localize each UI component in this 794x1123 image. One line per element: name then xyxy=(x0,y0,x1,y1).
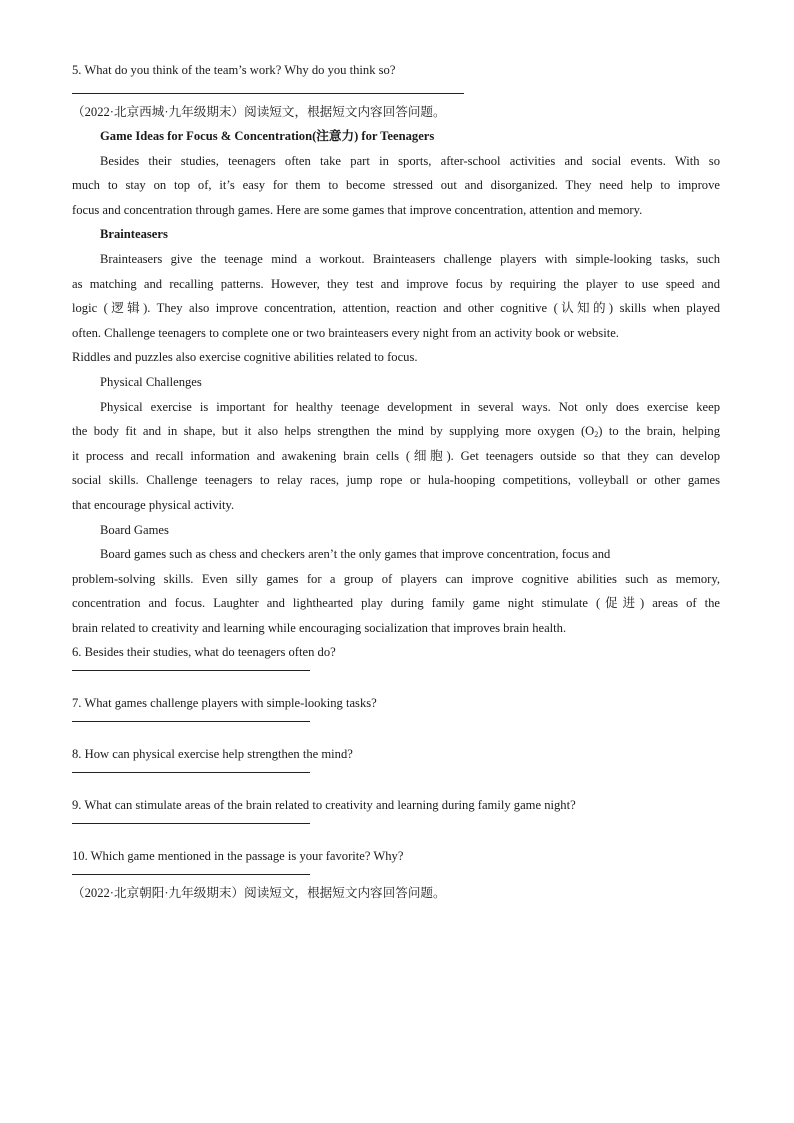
paragraph-line xyxy=(72,419,720,444)
question-8 xyxy=(72,742,720,766)
question-text: How can physical exercise help strengthen the mind? xyxy=(84,747,353,762)
paragraph-line: Riddles and puzzles also exercise cognitive abilities related to focus. xyxy=(72,350,418,365)
paragraph-line: logic (逻辑). They also improve concentration, attention, reaction and other cognitive (认知的) skills when played xyxy=(72,301,720,316)
paragraph-line: that encourage physical activity. xyxy=(72,497,235,512)
question-text: What games challenge players with simple-looking tasks? xyxy=(84,696,377,711)
answer-line[interactable] xyxy=(72,92,464,94)
paragraph-line: concentration and focus. Laughter and lighthearted play during family game night stimulate (促进) areas of the xyxy=(72,596,720,611)
question-number: 8. xyxy=(72,747,82,762)
paragraph-line: problem-solving skills. Even silly games for a group of players can improve cognitive abilities such as memory, xyxy=(72,571,720,586)
answer-line[interactable] xyxy=(72,720,310,722)
question-text: What do you think of the team’s work? Why do you think so? xyxy=(84,63,396,77)
paragraph-line: Besides their studies, teenagers often take part in sports, after-school activities and social events. With so xyxy=(100,153,720,168)
question-number: 10. xyxy=(72,849,88,864)
answer-line[interactable] xyxy=(72,822,310,824)
source-note: （2022·北京西城·九年级期末）阅读短文，根据短文内容回答问题。 xyxy=(72,105,446,119)
question-text: What can stimulate areas of the brain related to creativity and learning during family game night? xyxy=(84,798,576,813)
article-title: Game Ideas for Focus & Concentration(注意力) for Teenagers xyxy=(100,129,435,143)
paragraph-line: much to stay on top of, it’s easy for them to become stressed out and disorganized. They need help to improve xyxy=(72,178,720,193)
paragraph-line: social skills. Challenge teenagers to relay races, jump rope or hula-hooping competitions, volleyball or other games xyxy=(72,473,720,488)
answer-line[interactable] xyxy=(72,771,310,773)
paragraph-line: often. Challenge teenagers to complete one or two brainteasers every night from an activity book or website. xyxy=(72,325,619,340)
question-text: Besides their studies, what do teenagers often do? xyxy=(84,645,336,660)
paragraph-line: Brainteasers give the teenage mind a workout. Brainteasers challenge players with simple-looking tasks, such xyxy=(100,251,720,266)
paragraph-line: Board games such as chess and checkers aren’t the only games that improve concentration, focus and xyxy=(100,547,611,562)
question-number: 5. xyxy=(72,63,82,77)
question-9 xyxy=(72,793,720,817)
answer-line[interactable] xyxy=(72,873,310,875)
worksheet-page xyxy=(72,58,720,905)
question-number: 6. xyxy=(72,645,82,660)
text-fragment: the body fit and in shape, but it also helps strengthen the mind by supplying more oxygen (O xyxy=(72,424,595,439)
question-6 xyxy=(72,640,720,664)
source-note: （2022·北京朝阳·九年级期末）阅读短文，根据短文内容回答问题。 xyxy=(72,886,446,901)
section-heading: Brainteasers xyxy=(100,227,168,242)
answer-line[interactable] xyxy=(72,669,310,671)
question-10 xyxy=(72,844,720,868)
question-number: 9. xyxy=(72,798,82,813)
paragraph-line: it process and recall information and awakening brain cells (细胞). Get teenagers outside so that they can develop xyxy=(72,448,720,463)
section-heading: Physical Challenges xyxy=(100,374,202,389)
question-5 xyxy=(72,58,720,82)
paragraph-line: as matching and recalling patterns. However, they test and improve focus by requiring the player to use speed and xyxy=(72,276,720,291)
text-fragment: ) to the brain, helping xyxy=(598,424,720,439)
paragraph-line: Physical exercise is important for healthy teenage development in several ways. Not only does exercise keep xyxy=(100,399,720,414)
subscript: 2 xyxy=(594,430,599,440)
paragraph-line: brain related to creativity and learning while encouraging socialization that improves brain health. xyxy=(72,620,567,635)
section-heading: Board Games xyxy=(100,522,169,537)
question-number: 7. xyxy=(72,696,82,711)
question-7 xyxy=(72,691,720,715)
question-text: Which game mentioned in the passage is your favorite? Why? xyxy=(90,849,404,864)
paragraph-line: focus and concentration through games. Here are some games that improve concentration, attention and memory. xyxy=(72,202,643,217)
